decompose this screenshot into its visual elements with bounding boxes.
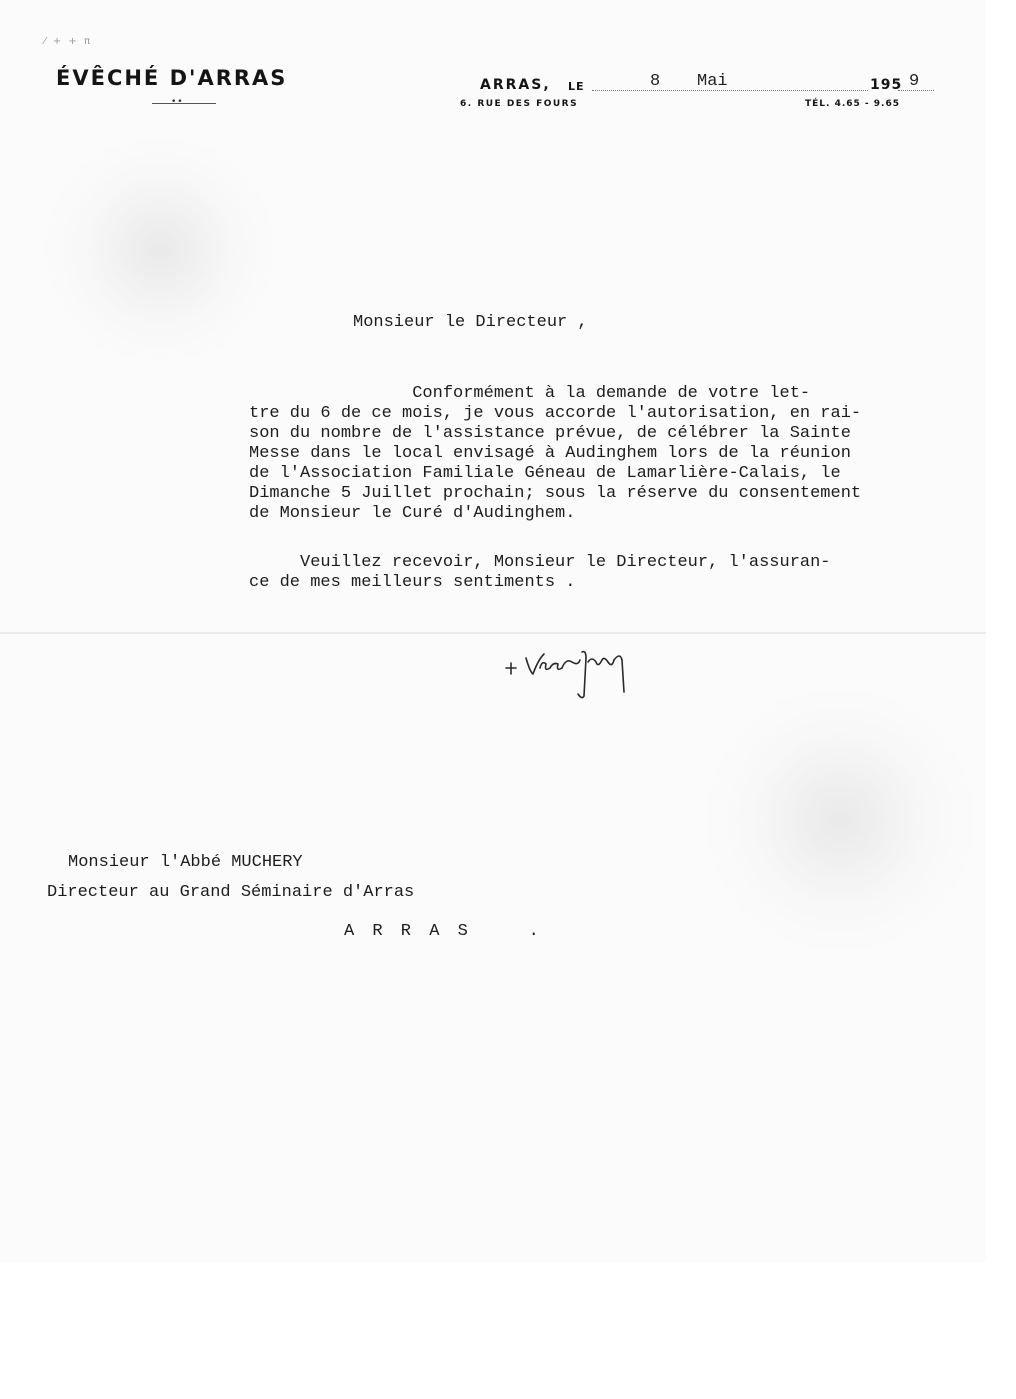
year-suffix: 9 (909, 72, 920, 91)
paper-shadow (30, 140, 290, 360)
letterhead-ornament-line (152, 103, 216, 104)
letterhead-telephone: TÉL. 4.65 - 9.65 (805, 99, 900, 109)
date-day: 8 (650, 72, 661, 91)
paper-fold (0, 632, 986, 634)
pencil-mark: ⁄ + + π (44, 36, 92, 47)
letterhead-ornament: •• (171, 97, 184, 107)
recipient-title: Directeur au Grand Séminaire d'Arras (47, 883, 415, 902)
body-paragraph-1: Conformément à la demande de votre let- tre du 6 de ce mois, je vous accorde l'autorisation, en rai- son du nombre de l'assistance prévue, de célébrer la Sainte Messe dans le local envisagé à Audinghem lors de la réunion de l'Association Familiale Géneau de Lamarlière-Calais, le Dimanche 5 Juillet prochain; sous la réserve du consentement de Monsieur le Curé d'Audinghem. (249, 384, 862, 523)
recipient-city: A R R A S . (344, 922, 543, 941)
body-paragraph-2: Veuillez recevoir, Monsieur le Directeur, l'assuran- ce de mes meilleurs sentiments . (249, 553, 831, 592)
year-prefix: 195 (870, 77, 903, 93)
letterhead-title: ÉVÊCHÉ D'ARRAS (56, 66, 288, 90)
handwritten-signature (500, 638, 640, 700)
salutation: Monsieur le Directeur , (353, 313, 588, 332)
letterhead-address: 6. RUE DES FOURS (460, 99, 579, 109)
date-month: Mai (697, 72, 728, 91)
recipient-name: Monsieur l'Abbé MUCHERY (68, 853, 303, 872)
letterhead-le: LE (568, 80, 585, 93)
date-dotted-line (592, 90, 868, 91)
paper-shadow (690, 690, 986, 950)
letterhead-city: ARRAS, (480, 77, 551, 93)
